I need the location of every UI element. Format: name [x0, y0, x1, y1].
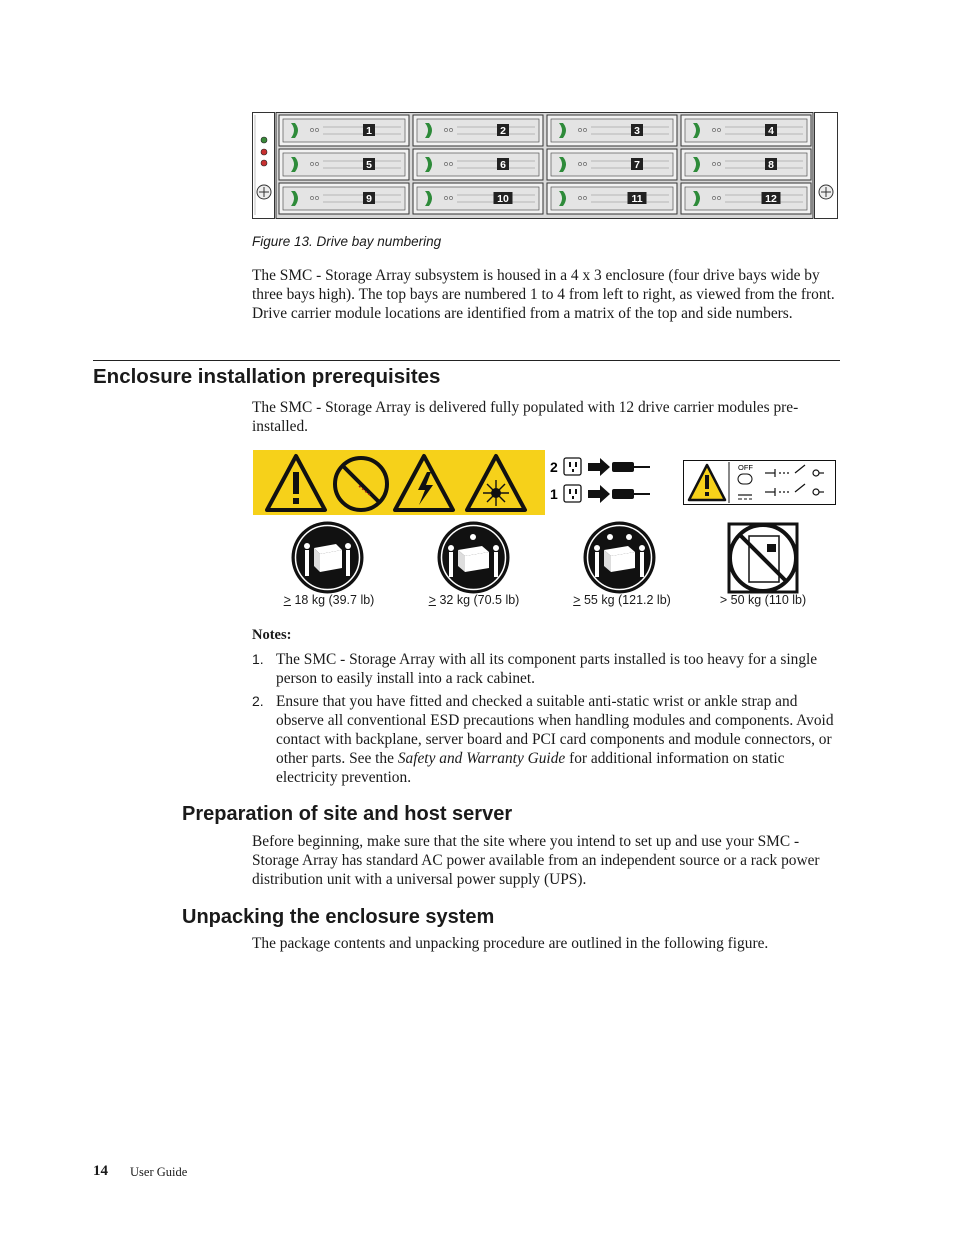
drive-bay	[279, 149, 409, 180]
bay-number-label: 11	[631, 193, 643, 205]
bay-number-label: 3	[634, 125, 640, 137]
unpacking-paragraph: The package contents and unpacking procedure are outlined in the following figure.	[252, 935, 769, 952]
no-single-lift-icon	[727, 522, 799, 594]
footer-document-title: User Guide	[130, 1165, 188, 1179]
bay-number-label: 12	[765, 193, 777, 205]
power-outlet-icon	[564, 458, 581, 475]
two-person-lift-icon	[290, 520, 365, 595]
section-divider	[93, 360, 840, 361]
drive-bay	[413, 115, 543, 146]
drive-bay	[681, 149, 811, 180]
weight-label-32kg: > 32 kg (70.5 lb)	[428, 593, 520, 607]
bay-number-label: 10	[497, 193, 509, 205]
drive-bay	[413, 149, 543, 180]
bay-number-label: 6	[500, 159, 506, 171]
bay-number-label: 1	[366, 125, 372, 137]
power-cord-icon	[588, 458, 650, 503]
intro-paragraph: The SMC - Storage Array subsystem is housed in a 4 x 3 enclosure (four drive bays wide by three bays high). The top bays are numbered 1 to 4 from left to right, as viewed from the front. Drive carrier module locations are identified from a matrix of the top and side numbers.	[252, 267, 835, 322]
hazard-warning-panel	[253, 450, 545, 515]
drive-bay	[413, 183, 543, 214]
weight-label-55kg: > 55 kg (121.2 lb)	[573, 593, 671, 607]
weight-label-18kg: > 18 kg (39.7 lb)	[283, 593, 375, 607]
power-input-2-label: 2	[550, 459, 558, 475]
subsection-title-site-preparation: Preparation of site and host server	[182, 803, 513, 825]
bay-number-label: 9	[366, 193, 372, 205]
drive-bay-figure	[252, 111, 838, 221]
note-item: 2. Ensure that you have fitted and checked a suitable anti-static wrist or ankle strap and observe all conventional ESD precautions when handling modules and components. Avoid contact with backplane, server board and PCI card components and module connectors, or other parts. See the Safety and Warranty Guide for additional information on static electricity prevention.	[252, 693, 834, 786]
bay-number-label: 2	[500, 125, 506, 137]
section-paragraph: The SMC - Storage Array is delivered fully populated with 12 drive carrier modules pre-installed.	[252, 399, 799, 435]
site-preparation-paragraph: Before beginning, make sure that the site where you intend to set up and use your SMC - Storage Array has standard AC power available from an independent source or a rack power distribution unit with a universal power supply (UPS).	[252, 833, 820, 888]
weight-label-50kg: > 50 kg (110 lb)	[719, 593, 807, 607]
power-input-diagram	[548, 455, 678, 510]
bay-number-label: 7	[634, 159, 640, 171]
notes-heading: Notes:	[252, 627, 292, 643]
drive-bay	[547, 183, 677, 214]
drive-bay	[681, 115, 811, 146]
switch-off-label: OFF	[738, 463, 753, 472]
bay-number-label: 8	[768, 159, 774, 171]
power-outlet-icon	[564, 485, 581, 502]
four-person-lift-icon	[582, 520, 657, 595]
drive-bay	[547, 115, 677, 146]
bay-number-label: 4	[768, 125, 774, 137]
note-item: 1. The SMC - Storage Array with all its component parts installed is too heavy for a single person to easily install into a rack cabinet.	[252, 651, 818, 687]
page-number: 14	[93, 1163, 108, 1179]
guide-reference: Safety and Warranty Guide	[397, 750, 566, 767]
drive-bay	[681, 183, 811, 214]
section-title: Enclosure installation prerequisites	[93, 365, 441, 388]
subsection-title-unpacking: Unpacking the enclosure system	[182, 906, 495, 928]
bay-number-label: 5	[366, 159, 372, 171]
drive-bay	[279, 115, 409, 146]
power-input-1-label: 1	[550, 486, 558, 502]
figure-caption: Figure 13. Drive bay numbering	[252, 234, 442, 249]
drive-bay	[547, 149, 677, 180]
three-person-lift-icon	[436, 520, 511, 595]
disconnect-switch-diagram	[683, 460, 836, 505]
drive-bay	[279, 183, 409, 214]
